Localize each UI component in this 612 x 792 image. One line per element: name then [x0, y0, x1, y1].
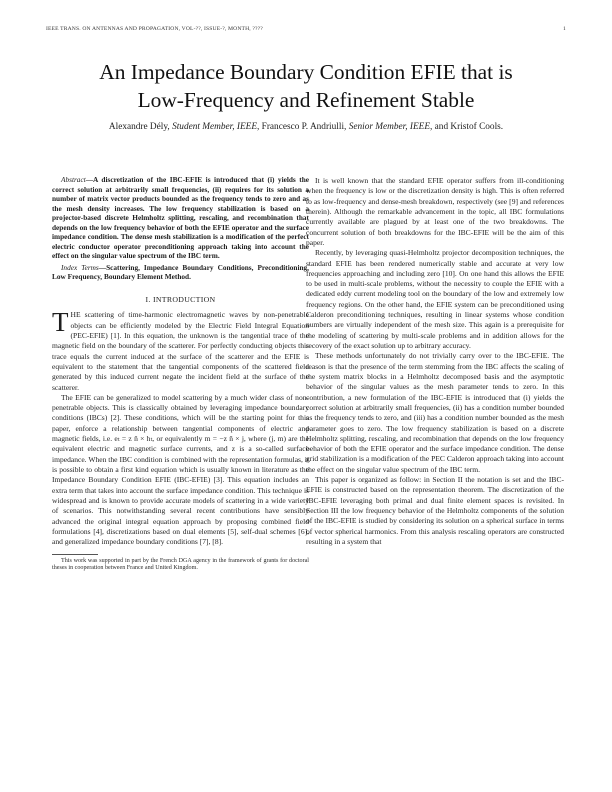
author-3-name: and Kristof Cools. [434, 122, 504, 132]
paper-title [40, 58, 572, 114]
abstract-lead: Abstract [61, 175, 86, 184]
running-title: IEEE TRANS. ON ANTENNAS AND PROPAGATION, VOL-??, ISSUE-?, MONTH, ???? [46, 26, 263, 32]
intro-paragraph-2: The EFIE can be generalized to model scattering by a much wider class of non-penetrable objects. This is classically obtained by leveraging impedance boundary conditions (IBCs) [2]. These conditions, which will be the starting point for this paper, enforce a relationship between tangential components of electric and magnetic fields, i.e. eₜ = z n̂ × hₜ, or equivalently m = −z n̂ × j, where (j, m) are the equivalent electric and magnetic surface currents, and z is a so-called surface impedance. When the IBC condition is combined with the representation formulas, it is possible to obtain a first kind equation which is usually known in literature as the Impedance Boundary Condition EFIE (IBC-EFIE) [3]. This equation includes an extra term that takes into account the surface impedance condition. This technique is widespread and is known to provide accurate models of scattering in a wide variety of scenarios. This notwithstanding several recent contributions have sensibly advanced the original integral equation approach by proposing combined field formulations [4], discretizations based on dual elements [5], self-dual schemes [6], and generalized impedance boundary conditions [7], [8]. [52, 392, 309, 547]
section-title-initial: I [152, 295, 156, 305]
intro-paragraph-1 [52, 307, 309, 393]
intro-paragraph-3: It is well known that the standard EFIE operator suffers from ill-conditioning when the frequency is low or the discretization density is high. This is often referred to as low-frequency and dense-mesh breakdown, respectively (see [9] and references therein). Although the remarkable advancement in the topic, all IBC formulations currently available are plagued by at least one of the two breakdowns. The concurrent solution of both breakdowns for the IBC-EFIE will be the aim of this paper. [306, 176, 564, 247]
page-number: 1 [563, 26, 566, 32]
intro-paragraph-1-text: scattering of time-harmonic electromagnetic waves by non-penetrable objects can be efficiently modeled by the Electric Field Integral Equation (PEC-EFIE) [1]. In this equation, the unknown is the tangential trace of the magnetic field on the boundary of the scatterer. For perfectly conducting objects this trace equals the current induced at the surface of the scatterer and the EFIE is equivalent to the statement that the tangential components of the scattered field generated by this induced current negate the incident field at the surface of the scatterer. [52, 310, 309, 392]
section-heading-introduction [52, 295, 309, 305]
title-line-1: An Impedance Boundary Condition EFIE that is [99, 60, 513, 84]
right-column [306, 176, 564, 547]
index-terms-lead: Index Terms [61, 262, 99, 272]
intro-paragraph-5: These methods unfortunately do not trivially carry over to the IBC-EFIE. The reason is that the presence of the term stemming from the IBC affects the scaling of the system matrix blocks in a Helmholtz decomposed basis and the asymptotic behavior of the singular values as the mesh parameter tends to zero. In this contribution, a new formulation of the IBC-EFIE is introduced that (i) yields the correct solution at arbitrarily small frequencies, (ii) has a condition number bounded as the frequency tends to zero, and (iii) has a condition number bounded as the mesh parameter goes to zero. The low frequency stabilization is based on a discrete Helmholtz splitting, rescaling, and recombination that depends on the low frequency behavior of both the EFIE operator and the surface impedance condition. The dense grid stabilization is a modification of the PEC Calderon approach taking into account the effect on the singular value spectrum of the IBC term. [306, 351, 564, 474]
author-1-name: Alexandre Dély, [108, 122, 170, 132]
abstract-text: —A discretization of the IBC-EFIE is introduced that (i) yields the correct solution at arbitrarily small frequencies, (ii) requires for its solution a number of matrix vector products bounded as the frequency tends to zero and as the mesh density increases. The low frequency stabilization is based on a projector-based discrete Helmholtz splitting, rescaling, and recombination that depends on the low frequency behavior of both the EFIE operator and the surface impedance condition. The dense mesh stabilization is a modification of the perfect electric conductor operator preconditioning approach taking into account the effect on the singular value spectrum of the IBC term. [52, 175, 309, 261]
index-terms-text: —Scattering, Impedance Boundary Conditions, Preconditioning, Low Frequency, Boundary Element Method. [52, 262, 310, 282]
intro-paragraph-4: Recently, by leveraging quasi-Helmholtz projector decomposition techniques, the standard EFIE has been rendered numerically stable and accurate at very low frequencies approaching and including zero [10]. On one hand this allows the EFIE to be used in multi-scale problems, without the necessity to couple the EFIE with a dedicated eddy current modeling tool on the boundary of the low and extremely low frequency regions. On the other hand, the EFIE system can be preconditioned using Calderon preconditioning techniques, resulting in linear systems whose condition numbers are virtually independent of the mesh size. This again is a prerequisite for the modeling of scattering by multi-scale problems and in addition allows for the recovery of the exact solution up to arbitrary accuracy. [306, 248, 564, 350]
author-list [40, 121, 572, 133]
author-2-role: Senior Member, IEEE, [348, 122, 433, 132]
title-line-2: Low-Frequency and Refinement Stable [137, 88, 475, 112]
left-column [52, 175, 309, 573]
intro-paragraph-6: This paper is organized as follow: in Section II the notation is set and the IBC-EFIE is constructed based on the representation theorem. The discretization of the IBC-EFIE leveraging both primal and dual finite element spaces is revisited. In Section III the low frequency behavior of the Helmholtz components of the solution of the IBC-EFIE is studied by considering its solution on a spherical surface in terms of vector spherical harmonics. From this analysis rescaling operators are constructed resulting in a system that [306, 475, 564, 546]
abstract [52, 175, 309, 261]
running-head [46, 26, 566, 36]
author-1-role: Student Member, IEEE, [172, 122, 260, 132]
drop-cap: T [52, 307, 69, 338]
footnote-rule [52, 554, 98, 555]
drop-cap-continuation: HE [70, 310, 81, 320]
author-2-name: Francesco P. Andriulli, [261, 122, 347, 132]
section-number: I. [145, 295, 153, 305]
index-terms [52, 263, 309, 282]
section-title-rest: NTRODUCTION [155, 295, 216, 305]
funding-footnote: This work was supported in part by the French DGA agency in the framework of grants for doctoral theses in cooperation between France and United Kingdom. [52, 557, 309, 572]
